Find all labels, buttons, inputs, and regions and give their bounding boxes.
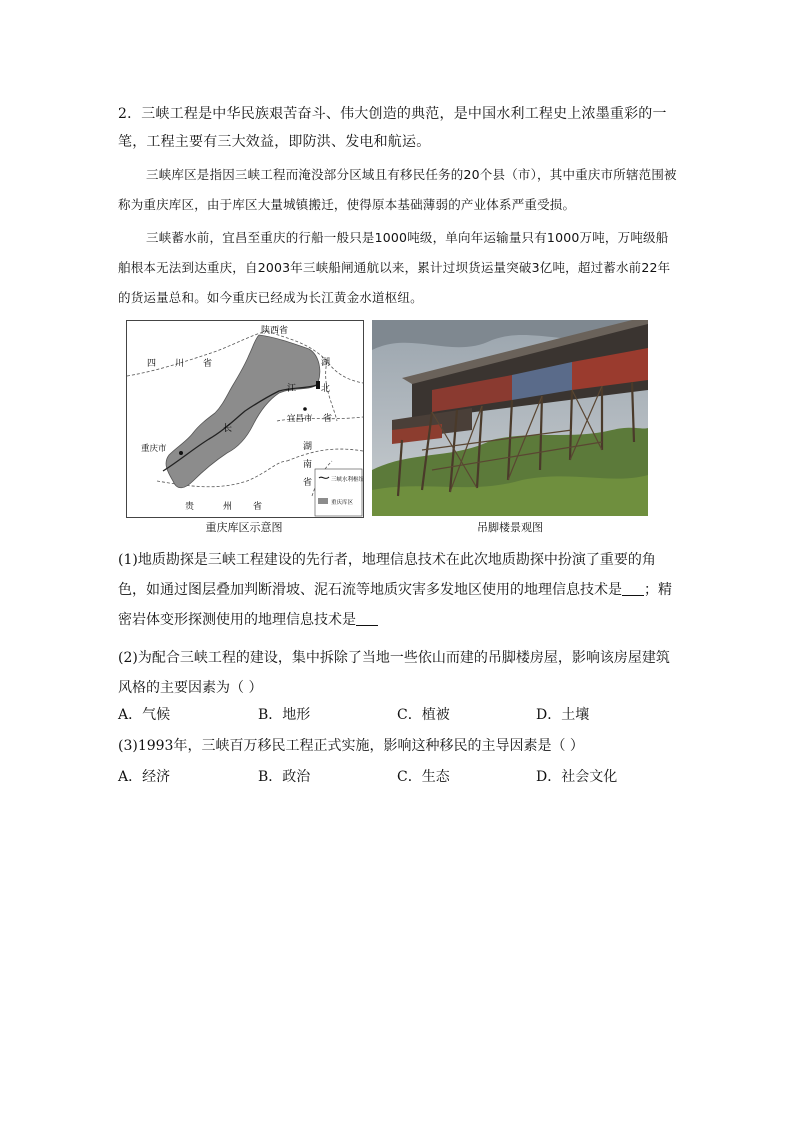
stilt-house-photo [372,320,648,516]
map-label-yichang: 宜昌市 [287,414,313,424]
sub-question-3-options [118,762,678,792]
map-label-jiang: 江 [287,384,297,394]
option-c[interactable]: C．植被 [397,707,450,723]
yichang-city-dot [303,407,307,411]
reservoir-area [166,335,320,488]
sub-question-3: (3)1993年，三峡百万移民工程正式实施，影响这种移民的主导因素是（ ） [118,738,584,754]
map-label-sheng1: 省 [203,359,213,369]
map-label-si: 四 [147,359,157,369]
map-caption: 重庆库区示意图 [205,521,283,534]
option-b[interactable]: B．政治 [258,769,311,785]
material-paragraph-2: 三峡蓄水前，宜昌至重庆的行船一般只是1000吨级，单向年运输量只有1000万吨，万吨级船舶根本无法到达重庆，自2003年三峡船闸通航以来，累计过坝货运量突破3亿吨，超过蓄水前22年的货运量总和。如今重庆已经成为长江黄金水道枢纽。 [118,230,671,305]
option-a[interactable]: A．经济 [118,769,171,785]
map-label-hu2: 湖 [303,442,313,452]
answer-blank-2[interactable] [356,611,378,626]
sub-question-1 [118,545,678,635]
chongqing-city-dot [179,451,183,455]
map-label-shaanxi: 陕西省 [261,326,289,336]
map-label-sheng4: 省 [253,502,263,512]
option-d[interactable]: D．社会文化 [536,769,618,785]
map-label-hu1: 湖 [321,358,331,368]
map-drawing [127,321,363,517]
map-label-chuan: 川 [175,359,185,369]
sub-question-2-options [118,700,678,730]
map-label-nan: 南 [303,460,313,470]
dam-icon [316,381,320,389]
map-label-gui: 贵 [185,502,195,512]
option-b[interactable]: B．地形 [258,707,311,723]
map-label-sheng2: 省 [323,414,333,424]
sub-question-1-part-b: ；精密岩体变形探测使用的地理信息技术是 [118,582,672,628]
question-title: 2．三峡工程是中华民族艰苦奋斗、伟大创造的典范，是中国水利工程史上浓墨重彩的一笔，工程主要有三大效益，即防洪、发电和航运。 [118,106,667,150]
photo-illustration [372,320,648,516]
option-a[interactable]: A．气候 [118,707,171,723]
legend-area-label: 重庆库区 [331,500,354,506]
option-d[interactable]: D．土壤 [536,707,590,723]
option-c[interactable]: C．生态 [397,769,450,785]
material-paragraph-1: 三峡库区是指因三峡工程而淹没部分区域且有移民任务的20个县（市），其中重庆市所辖范围被称为重庆库区，由于库区大量城镇搬迁，使得原本基础薄弱的产业体系严重受损。 [118,167,677,212]
photo-caption: 吊脚楼景观图 [477,521,543,534]
legend-dam-label: 三峡水利枢纽 [331,477,363,483]
chongqing-reservoir-map [126,320,364,518]
map-label-chang: 长 [223,424,233,434]
map-legend [315,469,363,516]
sub-question-1-part-a: (1)地质勘探是三峡工程建设的先行者，地理信息技术在此次地质勘探中扮演了重要的角色，如通过图层叠加判断滑坡、泥石流等地质灾害多发地区使用的地理信息技术是 [118,552,656,598]
map-label-chongqing: 重庆市 [141,444,167,454]
map-label-sheng3: 省 [303,478,313,488]
sub-question-2: (2)为配合三峡工程的建设，集中拆除了当地一些依山而建的吊脚楼房屋，影响该房屋建筑风格的主要因素为（ ） [118,650,670,696]
answer-blank-1[interactable] [622,581,644,596]
map-label-zhou: 州 [223,502,233,512]
map-label-bei: 北 [321,384,331,394]
